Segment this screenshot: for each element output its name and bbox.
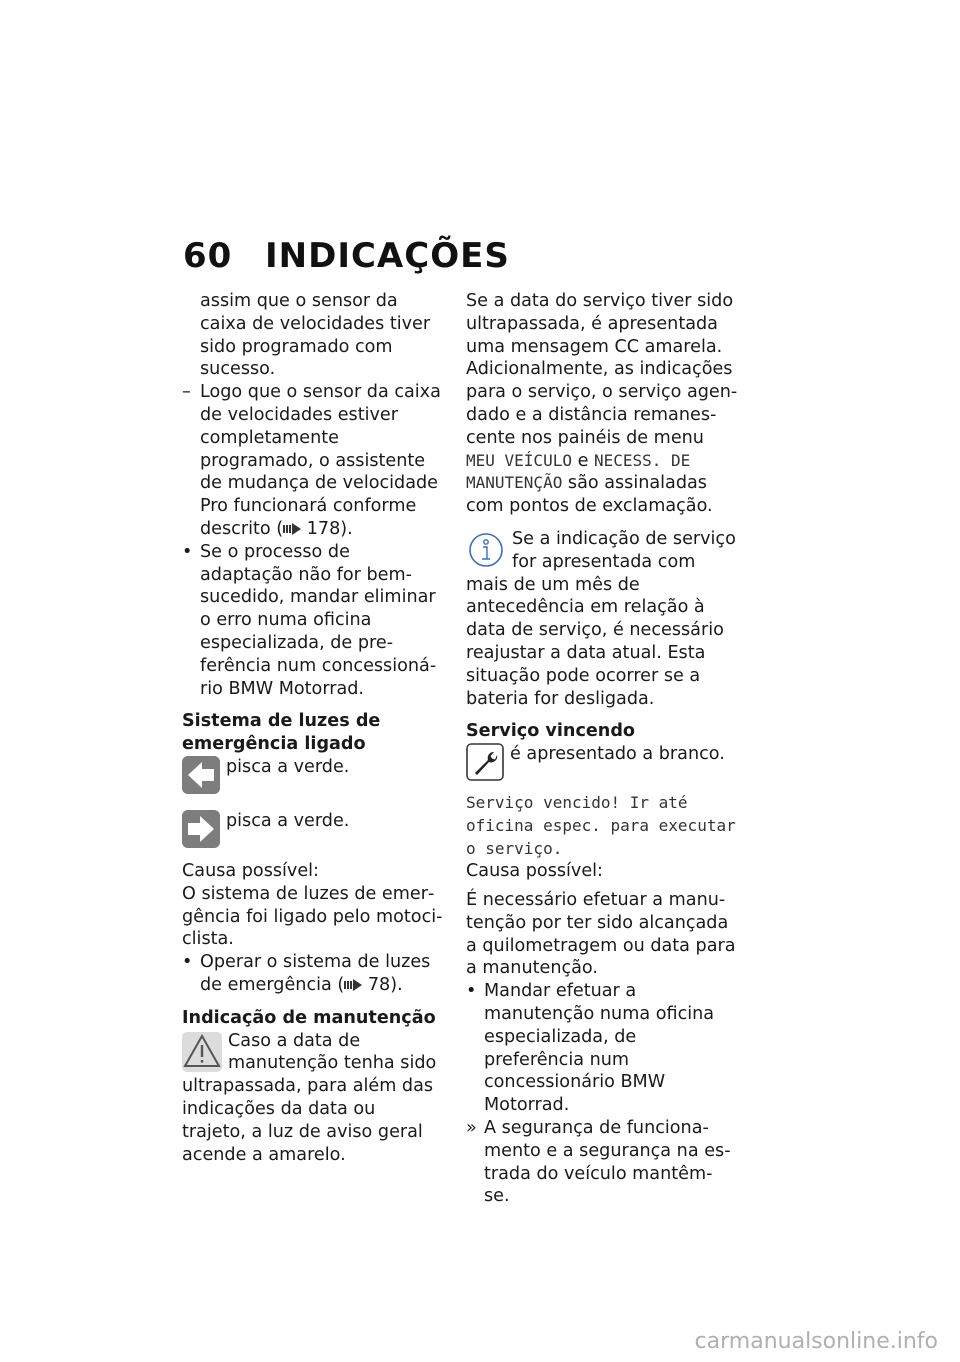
right-arrow-row [182,810,444,854]
bullet-text: Se o processo de adaptação não for bem-sucedido, mandar eliminar o erro numa oficina especializada, de preferência num concessionário BMW Motorrad. [200,541,437,699]
wrench-row [466,743,738,787]
dash-list-item [182,381,444,541]
service-paragraph [466,290,738,518]
bullet-mark: • [182,541,193,562]
dash-item-text: Logo que o sensor da caixa de velocidades estiver completamente programado, o assistente de mudança de velocidade Pro funcionará conforme descrito [200,382,441,539]
left-column [182,290,444,1166]
cause-label: Causa possível: [182,860,319,881]
left-arrow-text: pisca a verde. [226,756,350,777]
section-heading-maintenance: Indicação de manutenção [182,1007,436,1028]
bullet-text: Operar o sistema de luzes de emergência ( [200,952,431,995]
page-reference-number: 178). [306,518,353,539]
section-heading-service-due: Serviço vincendo [466,721,636,742]
cause-text: O sistema de luzes de emergência foi ligado pelo motociclista. [182,883,443,950]
general-warning-triangle-icon [182,1032,222,1072]
service-paragraph-end: são assinaladas com pontos de exclamação. [466,473,713,517]
bullet-item [182,951,444,997]
dash-mark: – [182,382,191,403]
cause-text: É necessário efetuar a manutenção por ter sido alcançada a quilometragem ou data para a manutenção. [466,889,736,979]
page-reference-number: 78). [367,974,403,995]
page-number: 60 [183,236,233,276]
display-message: Serviço vencido! Ir até oficina espec. para executar o serviço. [466,793,736,859]
info-note [466,528,738,710]
left-arrow-row [182,756,444,800]
result-item [466,1117,738,1208]
watermark: carmanualsonline.info [694,1329,938,1354]
maintenance-paragraph [182,1030,444,1167]
page-title: INDICAÇÕES [265,236,510,276]
wrench-icon [466,743,504,781]
bullet-mark: • [466,981,477,1002]
page-header [183,236,510,276]
result-text: A segurança de funcionamento e a segurança na estrada do veículo mantêm-se. [484,1117,731,1207]
bullet-item [466,980,738,1117]
right-arrow-text: pisca a verde. [226,810,350,831]
menu-name-maintenance-needed: NECESS. DE MANUTENÇÃO [466,450,691,493]
page-reference[interactable] [344,975,402,995]
right-arrow-indicator-icon [182,810,220,848]
maintenance-text: Caso a data de manutenção tenha sido ultrapassada, para além das indicações da data ou trajeto, a luz de aviso geral acende a amarelo. [182,1030,437,1165]
cause-label: Causa possível: [466,861,603,882]
menu-name-my-vehicle: MEU VEÍCULO [466,450,572,470]
bullet-text: Mandar efetuar a manutenção numa oficina especializada, de preferência num concessionário BMW Motorrad. [484,981,715,1116]
page-reference-arrow-icon [344,979,362,991]
info-icon [466,530,506,570]
info-note-text: Se a indicação de serviço for apresentada com mais de um mês de antecedência em relação à data de serviço, é necessário reajustar a data atual. Esta situação pode ocorrer se a bateria for desligada. [466,528,736,709]
bullet-mark: • [182,952,193,973]
page-reference[interactable]: ( 178). [276,518,353,539]
result-mark: » [466,1117,477,1138]
wrench-text: é apresentado a branco. [510,744,725,765]
bullet-item [182,541,444,701]
service-paragraph-text: Se a data do serviço tiver sido ultrapassada, é apresentada uma mensagem CC amarela. Adicionalmente, as indicações para o serviço, o serviço agendado e a distância remanescente nos painéis de menu [466,291,738,448]
left-arrow-indicator-icon [182,756,220,794]
intro-paragraph: assim que o sensor da caixa de velocidades tiver sido programado com sucesso. [200,291,431,380]
conjunction: e [577,450,589,471]
section-heading-hazard-lights: Sistema de luzes de emergência ligado [182,711,381,755]
page-reference-arrow-icon [283,523,301,535]
right-column [466,290,738,1208]
